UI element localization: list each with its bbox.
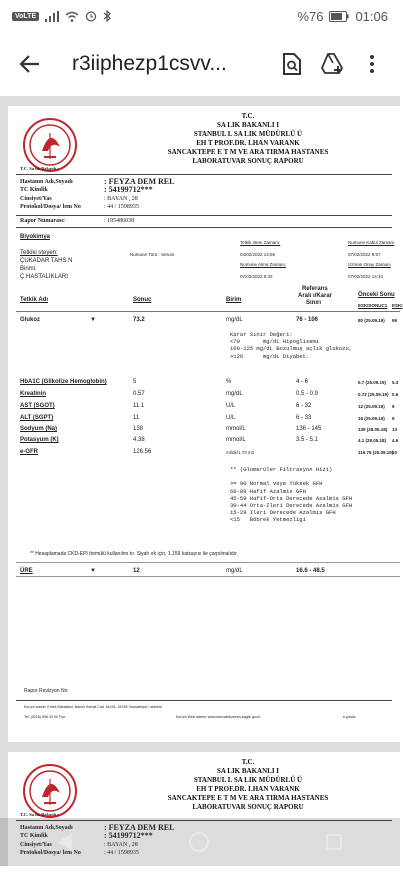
patient-name: : FEYZA DEM REL	[104, 177, 175, 186]
tc-value: : 54199712***	[104, 185, 153, 195]
gender-age-label: Cinsiyet/Yas	[20, 841, 52, 848]
test-result: 138	[133, 426, 144, 432]
protocol-value: : 44 / 1598935	[104, 204, 139, 211]
institution-email: e-posta:	[343, 715, 356, 719]
protocol-label: Protokol/Dosya/ lem No	[20, 850, 81, 857]
divider	[16, 174, 392, 175]
result-glukoz: 73.2	[133, 317, 145, 323]
test-unit: %	[226, 379, 232, 385]
alarm-icon	[85, 10, 97, 22]
test-ref: 0.5 - 0.9	[296, 391, 319, 397]
test-name: AST (SGOT)	[20, 403, 55, 409]
test-name: Kreatinin	[20, 391, 47, 397]
test-ref: 136 - 145	[296, 426, 322, 432]
institution-phone: Tel: (0216) 606 33 00 Fax:	[24, 715, 66, 719]
prev-egfr: 116.76 (25.09.19)	[358, 450, 394, 455]
pdf-viewer[interactable]	[0, 96, 403, 866]
protocol-label: Protokol/Dosya/ lem No	[20, 204, 81, 211]
department: Biyokimya	[20, 234, 51, 240]
patient-name-label: Hastanın Adı,Soyadı	[20, 179, 73, 185]
request-time: 04/02/2022 14:56	[240, 252, 276, 257]
signal-icon	[45, 11, 59, 22]
accept-time-label: Numune Kabul Zamanı	[348, 240, 395, 245]
gender-age-label: Cinsiyet/Yas	[20, 195, 52, 202]
ref-ure: 16.6 - 48.5	[296, 568, 325, 574]
drive-add-icon	[320, 53, 344, 75]
result-ure: 12	[133, 568, 140, 574]
report-number: : 195486038	[104, 218, 135, 224]
divider	[16, 562, 400, 563]
test-unit: mmol/L	[226, 426, 246, 432]
unit-label: Birimi:	[20, 266, 37, 272]
more-options-button[interactable]	[352, 44, 392, 84]
test-result: 11.1	[133, 403, 145, 409]
arrow-back-icon	[19, 53, 41, 75]
header-directorate: STANBUL L SA LIK MÜDÜRLÜ Ü	[193, 130, 303, 138]
test-name: Potasyum (K)	[20, 437, 59, 443]
sample-time: 07/02/2022 9:33	[240, 274, 273, 279]
test-result: 5	[133, 379, 137, 385]
col-previous: Önceki Sonu	[358, 292, 395, 298]
battery-icon	[329, 11, 349, 22]
test-name-egfr: e-GFR	[20, 449, 38, 455]
revision-label: Rapor Revizyon No:	[24, 688, 69, 694]
accept-time: 07/02/2022 9:57	[348, 252, 381, 257]
test-previous: 16 (25.09.19)	[358, 416, 385, 421]
sample-time-label: Numune Alma Zamanı:	[240, 262, 287, 267]
header-hospital-name: EH T PROF.DR. LHAN VARANK	[196, 139, 300, 147]
test-previous2: 13	[392, 427, 398, 432]
header-hospital-full: SANCAKTEPE E T M VE ARA TIRMA HASTANES	[167, 148, 329, 156]
institution-web: Kurum Web adresi: www.sancaktepeeah.saglik.gov.tr	[176, 715, 261, 719]
nav-recents-button[interactable]	[326, 834, 342, 850]
add-to-drive-button[interactable]	[312, 44, 352, 84]
test-unit: U/L	[226, 403, 236, 409]
unit-egfr: ml/dk/1.73 m2	[226, 450, 255, 455]
divider	[16, 576, 400, 577]
bluetooth-icon	[103, 10, 112, 22]
result-egfr: 126.56	[133, 449, 152, 455]
unit-ure: mg/dL	[226, 568, 243, 574]
sample-type: Numune Türü : Serum	[130, 252, 175, 257]
more-vert-icon	[369, 54, 375, 74]
patient-info	[20, 178, 174, 212]
divider	[16, 700, 392, 701]
header-ministry: SA LIK BAKANLI I	[216, 121, 280, 129]
col-ref-2: Aralı ı/Karar	[298, 293, 333, 299]
test-previous2: 5.3	[392, 380, 399, 385]
protocol-value: : 44 / 1598935	[104, 850, 139, 857]
patient-name-label: Hastanın Adı,Soyadı	[20, 825, 73, 831]
report-number-row	[20, 217, 134, 225]
prev2-glukoz: 99	[392, 318, 398, 323]
test-previous: 4.1 (28.05.18)	[358, 438, 387, 443]
col-previous-sub: ESKISONUC1	[358, 303, 388, 308]
test-name: ALT (SGPT)	[20, 415, 54, 421]
volte-icon: VoLTE	[12, 12, 39, 21]
institution-address: Kurum adresi: Emek Mahallesi, Namık Kemal Cad. No:54, 34785 Sancaktepe / stanbul	[24, 705, 163, 709]
app-bar	[0, 32, 400, 96]
glucose-decision-note: Karar Sınır Değeri: <70 mg/dL Hipoglisemi 100-125 mg/dL Bozulmuş açlık glukozu, >126 mg/dL Diyabet.	[230, 331, 353, 360]
divider	[16, 311, 400, 312]
patient-name: : FEYZA DEM REL	[104, 823, 175, 832]
document-title: r3iiphezp1csvv...	[72, 52, 227, 75]
back-button[interactable]	[8, 42, 52, 86]
test-result: 4.38	[133, 437, 145, 443]
tc-label: TC Kimlik	[20, 187, 48, 194]
unit: Ç HASTALIKLARI	[20, 274, 68, 280]
test-unit: mg/dL	[226, 391, 243, 397]
test-ref: 6 - 32	[296, 403, 312, 409]
prev2-egfr: 10	[392, 450, 398, 455]
test-ref: 6 - 33	[296, 415, 312, 421]
egfr-note: ** (Glomerüler Filtrasyon Hizi) >= 90 Normal veye Yüksek GFH 60-89 Hafif Azalmis GFH 45-59 Hafif-Orta Derecede Azalmis GFH 30-44 Orta-Ileri Derecede Azalmis GFH 15-29 Ileri Derecede Azalmis GFH <15 Böbrek Yetmezligi	[230, 466, 353, 524]
test-unit: U/L	[226, 415, 236, 421]
approve-time-label: Uzman Onay Zamanı	[348, 262, 391, 267]
test-previous2: 4.6	[392, 438, 399, 443]
find-in-page-icon	[281, 52, 303, 76]
pdf-page-1	[8, 106, 403, 742]
wifi-icon	[65, 11, 79, 22]
report-title: LABORATUVAR SONUÇ RAPORU	[192, 803, 304, 811]
divider	[16, 227, 392, 228]
test-result: 0.57	[133, 391, 145, 397]
system-nav-bar	[0, 818, 400, 866]
nav-back-button[interactable]	[58, 833, 72, 851]
low-flag-icon: ▼	[90, 317, 96, 323]
col-unit: Birim	[226, 297, 242, 303]
requester: ÇUKADAR TAHS N	[20, 258, 73, 264]
header-hospital-name: EH T PROF.DR. LHAN VARANK	[196, 785, 300, 793]
approve-time: 07/02/2022 14:10	[348, 274, 384, 279]
tc-value: : 54199712***	[104, 831, 153, 841]
header-directorate: STANBUL L SA LIK MÜDÜRLÜ Ü	[193, 776, 303, 784]
col-result: Sonuç	[133, 297, 152, 303]
clock: 01:06	[355, 8, 388, 24]
logo-caption: T.C. Sa lık Bakanlı ı	[20, 812, 59, 817]
header-ministry: SA LIK BAKANLI I	[216, 767, 280, 775]
test-ref: 4 - 6	[296, 379, 309, 385]
divider	[16, 215, 392, 216]
test-name: HbA1C (Glikolize Hemoglobin)	[20, 379, 107, 385]
test-previous: 139 (28.05.18)	[358, 427, 388, 432]
status-bar	[0, 0, 400, 32]
search-in-document-button[interactable]	[272, 44, 312, 84]
battery-percent: %76	[297, 8, 324, 24]
gender-age-value: : BAYAN , 28	[104, 841, 138, 848]
col-test-name: Tetkik Adı	[20, 297, 49, 303]
test-unit: mmol/L	[226, 437, 246, 443]
gender-age-value: : BAYAN , 28	[104, 195, 138, 202]
test-previous: 0.72 (25.09.19)	[358, 392, 389, 397]
test-name-ure: ÜRE	[20, 568, 33, 574]
test-name: Sodyum (Na)	[20, 426, 58, 432]
low-flag-icon: ▼	[90, 568, 96, 574]
request-time-label: Tetkik stem Zamanı:	[240, 240, 281, 245]
test-previous2: 9	[392, 416, 395, 421]
test-previous: 5.7 (25.09.19)	[358, 380, 387, 385]
col-ref-1: Referans	[302, 286, 328, 292]
header-tc: T.C.	[241, 112, 255, 120]
header-tc: T.C.	[241, 758, 255, 766]
test-previous2: 0.6	[392, 392, 399, 397]
logo-caption: T.C. Sa lık Bakanlı ı	[20, 166, 59, 171]
prev-glukoz: 80 (25.09.19)	[358, 318, 385, 323]
ckd-epi-note: ** Hesaplamada CKD-EPI formülü kullanılmı tır. Siyah ırk için, 1.159 katsayısı ile çarpılmalıdır.	[30, 551, 238, 557]
test-previous: 12 (25.09.19)	[358, 404, 385, 409]
test-previous2: 9	[392, 404, 395, 409]
col-ref-3: Sınırı	[306, 300, 322, 306]
test-ref: 3.5 - 5.1	[296, 437, 319, 443]
unit-glukoz: mg/dL	[226, 317, 243, 323]
test-name-glukoz: Glukoz	[20, 317, 41, 323]
tc-label: TC Kimlik	[20, 833, 48, 840]
col-previous-sub2: ESKI	[392, 303, 403, 308]
report-number-label: Rapor Numarası:	[20, 218, 66, 224]
nav-home-button[interactable]	[189, 832, 209, 852]
report-title: LABORATUVAR SONUÇ RAPORU	[192, 157, 304, 165]
requester-label: Tetkiki steyen:	[20, 250, 58, 256]
test-result: 11	[133, 415, 140, 421]
ref-glukoz: 76 - 106	[296, 317, 319, 323]
header-hospital-full: SANCAKTEPE E T M VE ARA TIRMA HASTANES	[167, 794, 329, 802]
